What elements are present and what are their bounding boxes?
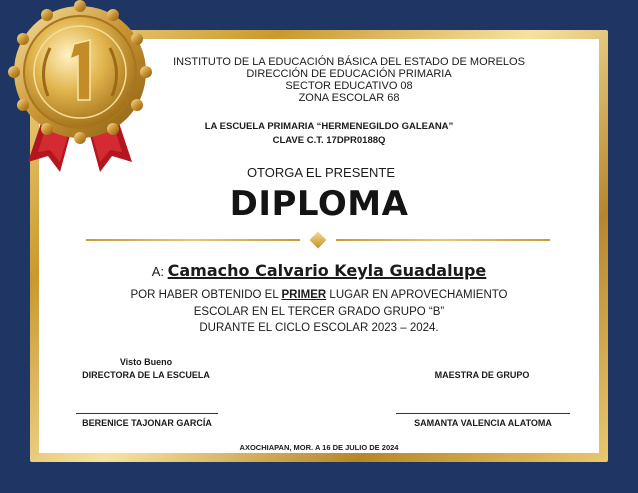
director-signature-line xyxy=(76,413,218,414)
direction-name: DIRECCIÓN DE EDUCACIÓN PRIMARIA xyxy=(246,68,452,80)
recipient-prefix: A: xyxy=(151,264,165,279)
body-line-3: DURANTE EL CICLO ESCOLAR 2023 – 2024. xyxy=(199,322,439,334)
body-line-2: ESCOLAR EN EL TERCER GRADO GRUPO “B” xyxy=(193,306,445,318)
grant-text: OTORGA EL PRESENTE xyxy=(246,165,396,180)
teacher-name: SAMANTA VALENCIA ALATOMA xyxy=(414,418,552,428)
body-line-1-post: LUGAR EN APROVECHAMIENTO xyxy=(326,289,508,301)
place-highlight: PRIMER xyxy=(281,289,327,301)
gold-medal-icon xyxy=(0,0,160,190)
teacher-signature-line xyxy=(396,413,570,414)
place-date: AXOCHIAPAN, MOR. A 16 DE JULIO DE 2024 xyxy=(239,443,399,452)
school-name: LA ESCUELA PRIMARIA “HERMENEGILDO GALEANA” xyxy=(204,121,454,132)
recipient-line xyxy=(0,261,638,280)
director-name: BERENICE TAJONAR GARCÍA xyxy=(82,418,212,428)
zone-name: ZONA ESCOLAR 68 xyxy=(298,92,400,104)
school-clave: CLAVE C.T. 17DPR0188Q xyxy=(272,135,386,146)
sector-name: SECTOR EDUCATIVO 08 xyxy=(285,80,413,92)
gold-divider-left xyxy=(86,239,300,241)
director-role-label: DIRECTORA DE LA ESCUELA xyxy=(82,370,210,380)
body-line-1-pre: POR HABER OBTENIDO EL xyxy=(130,289,282,301)
gold-divider-right xyxy=(336,239,550,241)
teacher-role-label: MAESTRA DE GRUPO xyxy=(434,370,530,380)
institute-name: INSTITUTO DE LA EDUCACIÓN BÁSICA DEL ESTADO DE MORELOS xyxy=(173,56,525,68)
body-line-1 xyxy=(0,289,638,301)
recipient-name: Camacho Calvario Keyla Guadalupe xyxy=(167,261,487,280)
diploma-title: DIPLOMA xyxy=(229,184,409,224)
visto-bueno-label: Visto Bueno xyxy=(119,357,173,367)
